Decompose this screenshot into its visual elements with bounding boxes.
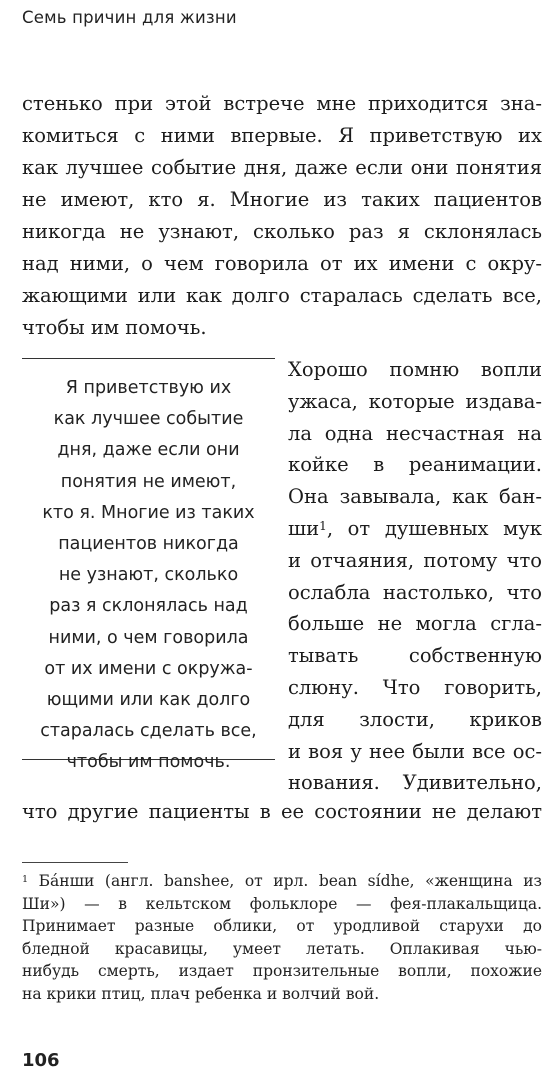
text-line: жающими или как долго старалась сделать все, xyxy=(22,284,542,307)
text-line-with-footnote xyxy=(288,513,542,545)
text-line: не имеют, кто я. Многие из таких пациентов xyxy=(22,188,542,211)
pull-quote-line: кто я. Многие из таких xyxy=(42,502,255,523)
text-line: стенько при этой встрече мне приходится зна- xyxy=(22,92,542,115)
pull-quote xyxy=(22,358,275,773)
text-fragment: ши xyxy=(288,516,320,540)
footnote-line: Ши») — в кельтском фольклоре — фея-плакальщица. xyxy=(22,894,542,913)
footnote-line: на крики птиц, плач ребенка и волчий вой. xyxy=(22,984,380,1003)
footnote-number: 1 xyxy=(22,873,29,885)
pull-quote-line: как лучшее событие xyxy=(53,409,244,430)
pull-quote-line: чтобы им помочь. xyxy=(66,752,231,773)
pull-quote-line: раз я склонялась над xyxy=(49,596,248,617)
page-number: 106 xyxy=(22,1050,60,1071)
footnote-divider xyxy=(22,862,128,863)
text-line: чтобы им помочь. xyxy=(22,316,207,339)
pull-quote-line: понятия не имеют, xyxy=(60,471,237,492)
text-line: тывать собственную xyxy=(288,644,542,668)
text-line: и воя у нее были все ос- xyxy=(288,739,542,763)
footnote-reference[interactable]: 1 xyxy=(319,518,327,533)
text-line: никогда не узнают, сколько раз я склонялась xyxy=(22,220,542,243)
body-paragraph-1 xyxy=(22,88,542,344)
text-line: ужаса, которые издава- xyxy=(288,389,542,413)
text-line: и отчаяния, потому что xyxy=(288,548,542,572)
pull-quote-line: от их имени с окружа- xyxy=(44,658,253,679)
footnote-line: бледной красавицы, умеет летать. Оплакивая чью- xyxy=(22,939,542,958)
pull-quote-line: старалась сделать все, xyxy=(40,721,257,742)
text-line: ослабла настолько, что xyxy=(288,580,542,604)
pull-quote-line: не узнают, сколько xyxy=(58,565,239,586)
text-line: для злости, криков xyxy=(288,707,542,731)
pull-quote-line: дня, даже если они xyxy=(57,440,240,461)
footnote-text: Ба́нши (англ. banshee, от ирл. bean sídhe, «женщина из xyxy=(38,872,543,890)
footnote xyxy=(22,870,542,1006)
text-line: над ними, о чем говорила от их имени с окру- xyxy=(22,252,542,275)
text-line: больше не могла сгла- xyxy=(288,612,542,636)
body-paragraph-2 xyxy=(288,354,542,799)
text-line: слюну. Что говорить, xyxy=(288,675,542,699)
body-paragraph-3 xyxy=(22,796,542,828)
text-line: нования. Удивительно, xyxy=(288,771,542,795)
text-line: комиться с ними впервые. Я приветствую их xyxy=(22,124,542,147)
text-line: Она завывала, как бан- xyxy=(288,485,542,509)
pull-quote-line: пациентов никогда xyxy=(58,534,239,555)
footnote-line: нибудь смерть, издает пронзительные вопли, похожие xyxy=(22,962,542,981)
running-head: Семь причин для жизни xyxy=(22,8,237,27)
text-line: Хорошо помню вопли xyxy=(288,358,542,381)
text-fragment: , от душевных мук xyxy=(326,516,542,540)
text-line: что другие пациенты в ее состоянии не делают xyxy=(22,800,542,823)
footnote-line: Принимает разные облики, от уродливой старухи до xyxy=(22,917,542,936)
text-line: ла одна несчастная на xyxy=(288,421,542,445)
footnote-line-with-marker xyxy=(22,870,542,893)
text-line: как лучшее событие дня, даже если они понятия xyxy=(22,156,542,179)
text-line: койке в реанимации. xyxy=(288,453,542,477)
pull-quote-line: ющими или как долго xyxy=(46,690,251,711)
pull-quote-line: Я приветствую их xyxy=(65,378,232,398)
pull-quote-line: ними, о чем говорила xyxy=(48,627,249,648)
